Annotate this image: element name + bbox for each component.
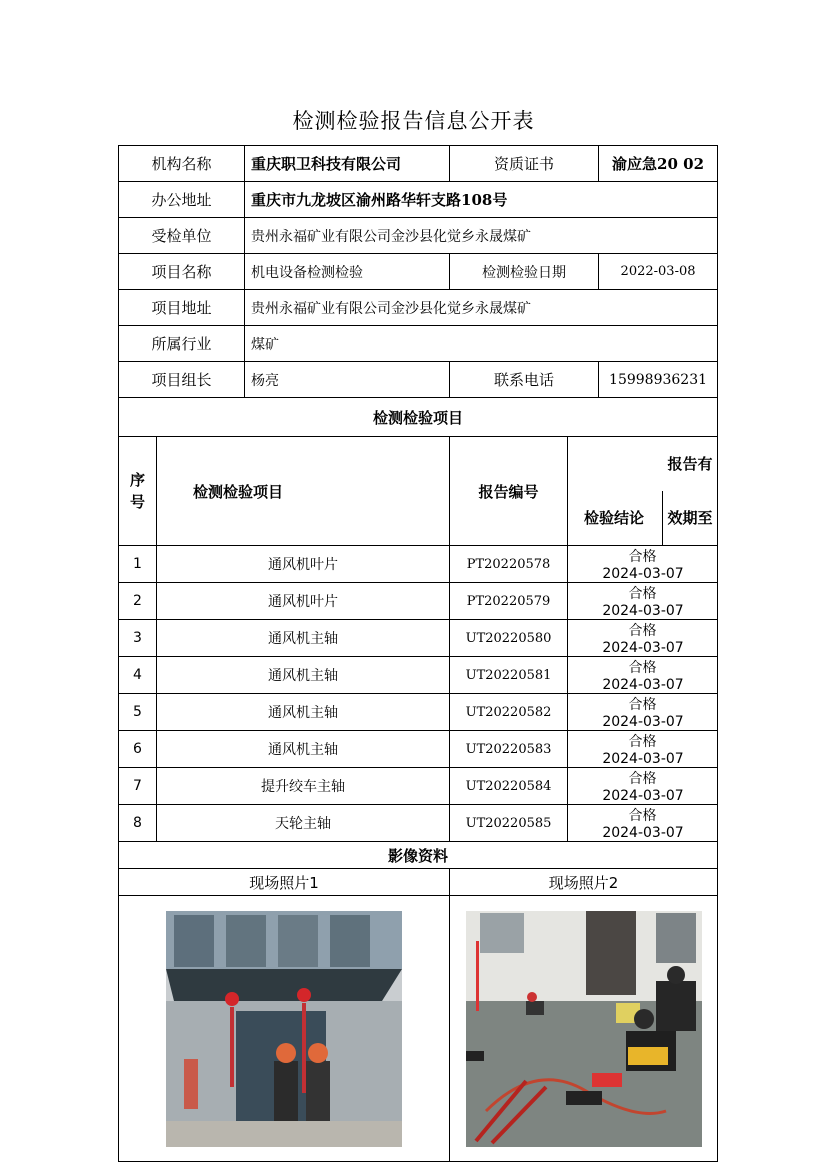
photo2-label: 现场照片2 xyxy=(450,869,718,896)
row-no: 8 xyxy=(119,805,157,842)
row-no: 7 xyxy=(119,768,157,805)
row-valid: 2024-03-07 xyxy=(602,566,684,582)
table-row xyxy=(119,657,718,694)
industry-value: 煤矿 xyxy=(245,326,718,362)
row-valid: 2024-03-07 xyxy=(602,603,684,619)
row-no: 2 xyxy=(119,583,157,620)
date-label: 检测检验日期 xyxy=(450,254,599,290)
row-result: 合格 xyxy=(628,771,657,787)
inspected-value: 贵州永福矿业有限公司金沙县化觉乡永晟煤矿 xyxy=(245,218,718,254)
row-result-valid xyxy=(568,694,718,731)
row-address xyxy=(119,182,718,218)
row-project xyxy=(119,254,718,290)
row-valid: 2024-03-07 xyxy=(602,677,684,693)
row-no: 4 xyxy=(119,657,157,694)
industry-label: 所属行业 xyxy=(119,326,245,362)
row-result-valid xyxy=(568,583,718,620)
site-label: 项目地址 xyxy=(119,290,245,326)
photo2-cell xyxy=(450,896,718,1162)
row-result: 合格 xyxy=(628,808,657,824)
table-row xyxy=(119,805,718,842)
row-report: UT20220581 xyxy=(450,657,568,694)
header-report: 报告编号 xyxy=(450,437,568,546)
row-item: 通风机主轴 xyxy=(157,620,450,657)
row-item: 通风机叶片 xyxy=(157,583,450,620)
document-title: 检测检验报告信息公开表 xyxy=(292,109,535,133)
row-result-valid xyxy=(568,731,718,768)
row-report: UT20220583 xyxy=(450,731,568,768)
header-item: 检测检验项目 xyxy=(157,437,450,546)
inspected-label: 受检单位 xyxy=(119,218,245,254)
row-result: 合格 xyxy=(628,549,657,565)
leader-value: 杨亮 xyxy=(245,362,450,398)
row-result-valid xyxy=(568,657,718,694)
row-no: 6 xyxy=(119,731,157,768)
row-item: 提升绞车主轴 xyxy=(157,768,450,805)
row-report: UT20220580 xyxy=(450,620,568,657)
photo1-image xyxy=(166,911,402,1147)
row-inspected xyxy=(119,218,718,254)
row-valid: 2024-03-07 xyxy=(602,751,684,767)
table-row xyxy=(119,583,718,620)
row-result: 合格 xyxy=(628,623,657,639)
photo2-image xyxy=(466,911,702,1147)
table-row xyxy=(119,768,718,805)
row-no: 5 xyxy=(119,694,157,731)
row-org xyxy=(119,146,718,182)
photo1-cell xyxy=(119,896,450,1162)
cert-label: 资质证书 xyxy=(450,146,599,182)
row-leader xyxy=(119,362,718,398)
project-value: 机电设备检测检验 xyxy=(245,254,450,290)
row-report: UT20220582 xyxy=(450,694,568,731)
row-report: UT20220584 xyxy=(450,768,568,805)
row-valid: 2024-03-07 xyxy=(602,825,684,841)
table-row xyxy=(119,694,718,731)
row-item: 通风机叶片 xyxy=(157,546,450,583)
header-valid: 报告有效期至 xyxy=(667,455,713,527)
row-result-valid xyxy=(568,546,718,583)
address-value: 重庆市九龙坡区渝州路华轩支路108号 xyxy=(245,182,718,218)
media-section-title: 影像资料 xyxy=(119,842,718,869)
row-result-valid xyxy=(568,768,718,805)
row-valid: 2024-03-07 xyxy=(602,640,684,656)
items-section-row xyxy=(119,398,718,437)
row-result-valid xyxy=(568,620,718,657)
org-value: 重庆职卫科技有限公司 xyxy=(245,146,450,182)
row-valid: 2024-03-07 xyxy=(602,714,684,730)
row-report: PT20220579 xyxy=(450,583,568,620)
header-no: 序号 xyxy=(119,437,157,546)
row-no: 3 xyxy=(119,620,157,657)
photo1-label: 现场照片1 xyxy=(119,869,450,896)
date-value: 2022-03-08 xyxy=(599,254,718,290)
table-row xyxy=(119,620,718,657)
cert-value: 渝应急20 02 xyxy=(599,146,718,182)
project-label: 项目名称 xyxy=(119,254,245,290)
row-result-valid xyxy=(568,805,718,842)
table-row xyxy=(119,731,718,768)
photos-row xyxy=(119,896,718,1162)
row-result: 合格 xyxy=(628,734,657,750)
row-item: 通风机主轴 xyxy=(157,657,450,694)
leader-label: 项目组长 xyxy=(119,362,245,398)
org-label: 机构名称 xyxy=(119,146,245,182)
site-value: 贵州永福矿业有限公司金沙县化觉乡永晟煤矿 xyxy=(245,290,718,326)
row-result: 合格 xyxy=(628,660,657,676)
photo-labels-row xyxy=(119,869,718,896)
row-item: 通风机主轴 xyxy=(157,694,450,731)
table-row xyxy=(119,546,718,583)
row-site xyxy=(119,290,718,326)
row-result: 合格 xyxy=(628,697,657,713)
row-report: UT20220585 xyxy=(450,805,568,842)
row-industry xyxy=(119,326,718,362)
row-report: PT20220578 xyxy=(450,546,568,583)
phone-value: 15998936231 xyxy=(599,362,718,398)
phone-label: 联系电话 xyxy=(450,362,599,398)
row-no: 1 xyxy=(119,546,157,583)
items-section-title: 检测检验项目 xyxy=(119,398,718,437)
items-header-row xyxy=(119,437,718,546)
row-item: 天轮主轴 xyxy=(157,805,450,842)
info-table xyxy=(118,145,718,1162)
row-valid: 2024-03-07 xyxy=(602,788,684,804)
row-result: 合格 xyxy=(628,586,657,602)
media-section-row xyxy=(119,842,718,869)
address-label: 办公地址 xyxy=(119,182,245,218)
row-item: 通风机主轴 xyxy=(157,731,450,768)
header-result: 检验结论 xyxy=(568,491,664,545)
header-result-valid xyxy=(568,437,718,546)
